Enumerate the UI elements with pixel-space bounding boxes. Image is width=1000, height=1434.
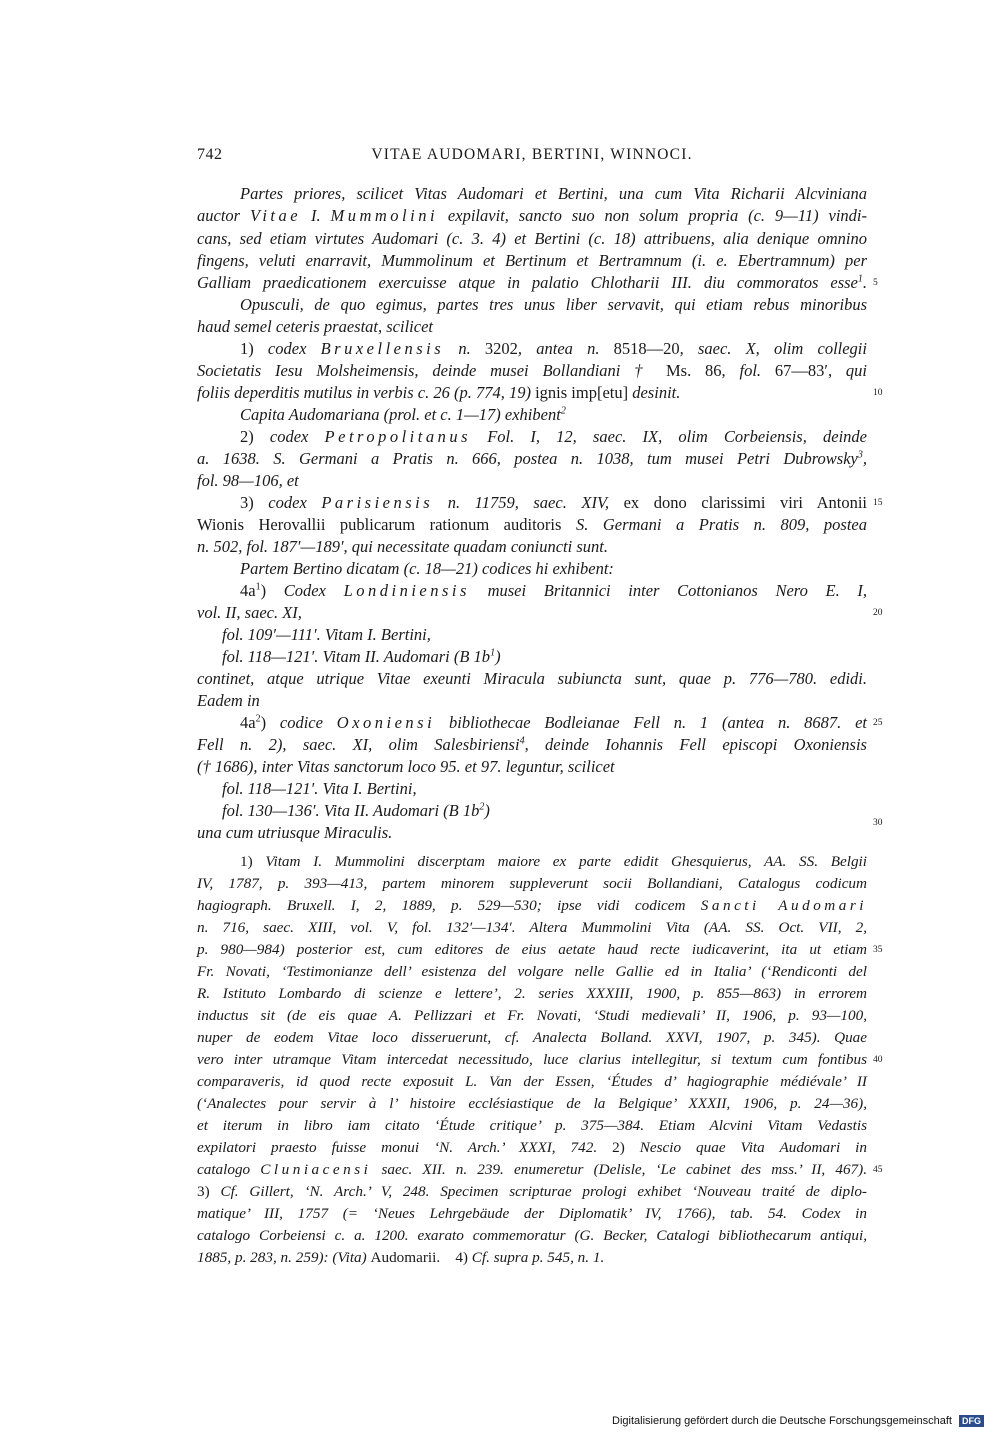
footnote-line: IV, 1787, p. 393—413, partem minorem suppleverunt socii Bollandiani, Catalogus codicum xyxy=(197,875,867,892)
text-line: cans, sed etiam virtutes Audomari (c. 3. 4) et Bertini (c. 18) attribuens, alia denique omnino xyxy=(197,229,867,248)
footnote-line: catalogo Corbeiensi c. a. 1200. exarato commemoratur (G. Becker, Catalogi bibliothecarum antiqui, xyxy=(197,1227,867,1244)
text-line: fol. 98—106, et xyxy=(197,471,299,490)
text-line: 3) codex Parisiensis n. 11759, saec. XIV, ex dono clarissimi viri Antonii xyxy=(240,493,867,512)
footnote-line: matique’ III, 1757 (= ‘Neues Lehrgebäude der Diplomatik’ IV, 1766), tab. 54. Codex in xyxy=(197,1205,867,1222)
running-title: VITAE AUDOMARI, BERTINI, WINNOCI. xyxy=(371,146,693,163)
text-line: $4a^1$) Codex Londiniensis musei Britannici inter Cottonianos Nero E. I, xyxy=(240,581,867,600)
text-line: n. 502, fol. 187′—189′, qui necessitate quadam coniuncti sunt. xyxy=(197,537,608,556)
text-line: fol. 109′—111′. Vitam I. Bertini, xyxy=(222,625,431,644)
line-number: 5 xyxy=(873,278,878,288)
text-line: Eadem in xyxy=(197,691,260,710)
footnote-line: catalogo Cluniacensi saec. XII. n. 239. enumeretur (Delisle, ‘Le cabinet des mss.’ II, 467). xyxy=(197,1161,867,1178)
text-line: auctor Vitae I. Mummolini expilavit, sancto suo non solum propria (c. 9—11) vindi- xyxy=(197,206,867,225)
line-number: 10 xyxy=(873,388,883,398)
text-line: foliis deperditis mutilus in verbis c. 26 (p. 774, 19) ignis imp[etu] desinit. xyxy=(197,383,681,402)
line-number: 30 xyxy=(873,818,883,828)
footnote-line: expilatori praesto fuisse monui ‘N. Arch.’ XXXI, 742. 2) Nescio quae Vita Audomari in xyxy=(197,1139,867,1156)
text-line: $4a^2$) codice Oxoniensi bibliothecae Bodleianae Fell n. 1 (antea n. 8687. et xyxy=(240,713,867,732)
text-line: fingens, veluti enarravit, Mummolinum et Bertinum et Bertramnum (i. e. Ebertramnum) per xyxy=(197,251,867,270)
dfg-logo: DFG xyxy=(959,1415,984,1427)
line-number: 20 xyxy=(873,608,883,618)
text-line: Partem Bertino dicatam (c. 18—21) codices hi exhibent: xyxy=(240,559,614,578)
text-line: 2) codex Petropolitanus Fol. I, 12, saec. IX, olim Corbeiensis, deinde xyxy=(240,427,867,446)
page-header xyxy=(197,146,867,170)
text-line: continet, atque utrique Vitae exeunti Miracula subiuncta sunt, quae p. 776—780. edidi. xyxy=(197,669,867,688)
footnote-line: inductus sit (de eis quae A. Pellizzari et Fr. Novati, ‘Studi medievali’ II, 1906, p. 93—100, xyxy=(197,1007,867,1024)
line-number: 35 xyxy=(873,945,883,955)
footnote-line: (‘Analectes pour servir à l’ histoire ecclésiastique de la Belgique’ XXXII, 1906, p. 24—36), xyxy=(197,1095,867,1112)
text-line: Capita Audomariana (prol. et c. 1—17) exhibent$^2$ xyxy=(240,405,566,424)
footnote-line: 1885, p. 283, n. 259): (Vita) Audomarii. 4) Cf. supra p. 545, n. 1. xyxy=(197,1249,605,1266)
text-line: a. 1638. S. Germani a Pratis n. 666, postea n. 1038, tum musei Petri Dubrowsky$^3$, xyxy=(197,449,867,468)
text-line: († 1686), inter Vitas sanctorum loco 95. et 97. leguntur, scilicet xyxy=(197,757,615,776)
footnote-line: 3) Cf. Gillert, ‘N. Arch.’ V, 248. Specimen scripturae prologi exhibet ‘Nouveau traité de diplo- xyxy=(197,1183,867,1200)
text-line: fol. 118—121′. Vitam II. Audomari (B $1b^1$) xyxy=(222,647,501,666)
footnote-line: Fr. Novati, ‘Testimonianze dell’ esistenza del volgare nelle Gallie ed in Italia’ (‘Rendiconti del xyxy=(197,963,867,980)
text-line: Opusculi, de quo egimus, partes tres unus liber servavit, qui etiam rebus minoribus xyxy=(240,295,867,314)
footnote-line: R. Istituto Lombardo di scienze e lettere’, 2. series XXXIII, 1900, p. 855—863) in errorem xyxy=(197,985,867,1002)
text-line: fol. 130—136′. Vita II. Audomari (B $1b^2$) xyxy=(222,801,490,820)
text-line: Wionis Herovallii publicarum rationum auditoris S. Germani a Pratis n. 809, postea xyxy=(197,515,867,534)
footnote-line: hagiograph. Bruxell. I, 2, 1889, p. 529—530; ipse vidi codicem Sancti Audomari xyxy=(197,897,868,914)
text-line: 1) codex Bruxellensis n. 3202, antea n. 8518—20, saec. X, olim collegii xyxy=(240,339,867,358)
text-line: vol. II, saec. XI, xyxy=(197,603,302,622)
footnote-line: n. 716, saec. XIII, vol. V, fol. 132′—134′. Altera Mummolini Vita (AA. SS. Oct. VII, 2, xyxy=(197,919,867,936)
text-line: Partes priores, scilicet Vitas Audomari et Bertini, una cum Vita Richarii Alcviniana xyxy=(240,184,867,203)
line-number: 15 xyxy=(873,498,883,508)
line-number: 40 xyxy=(873,1055,883,1065)
footnote-line: et iterum in libro iam citato ‘Étude critique’ p. 375—384. Etiam Alcvini Vitam Vedastis xyxy=(197,1117,867,1134)
text-line: Societatis Iesu Molsheimensis, deinde musei Bollandiani † Ms. 86, fol. 67—83′, qui xyxy=(197,361,868,380)
line-number: 45 xyxy=(873,1165,883,1175)
footnote-line: vero inter utramque Vitam intercedat necessitudo, luce clarius intellegitur, si textum cum fontibus xyxy=(197,1051,867,1068)
page-number: 742 xyxy=(197,146,223,163)
digitization-footer xyxy=(612,1415,984,1427)
text-line: una cum utriusque Miraculis. xyxy=(197,823,393,842)
line-number: 25 xyxy=(873,718,883,728)
footnote-line: comparaveris, id quod recte exposuit L. Van der Essen, ‘Études d’ hagiographie médiévale’ II xyxy=(197,1073,867,1090)
footnote-line: 1) Vitam I. Mummolini discerptam maiore ex parte edidit Ghesquierus, AA. SS. Belgii xyxy=(240,853,867,870)
footer-text: Digitalisierung gefördert durch die Deutsche Forschungsgemeinschaft xyxy=(612,1415,952,1427)
footnote-line: p. 980—984) posterior est, cum editores de eius aetate haud recte iudicaverint, ita ut etiam xyxy=(197,941,867,958)
text-line: fol. 118—121′. Vita I. Bertini, xyxy=(222,779,417,798)
text-line: haud semel ceteris praestat, scilicet xyxy=(197,317,433,336)
footnote-line: nuper de eodem Vitae loco disseruerunt, cf. Analecta Bolland. XXVI, 1907, p. 345). Quae xyxy=(197,1029,867,1046)
text-line: Galliam praedicationem exercuisse atque in palatio Chlotharii III. diu commoratos esse$^1$. xyxy=(197,273,867,292)
text-line: Fell n. 2), saec. XI, olim Salesbiriensi$^4$, deinde Iohannis Fell episcopi Oxoniensis xyxy=(197,735,867,754)
